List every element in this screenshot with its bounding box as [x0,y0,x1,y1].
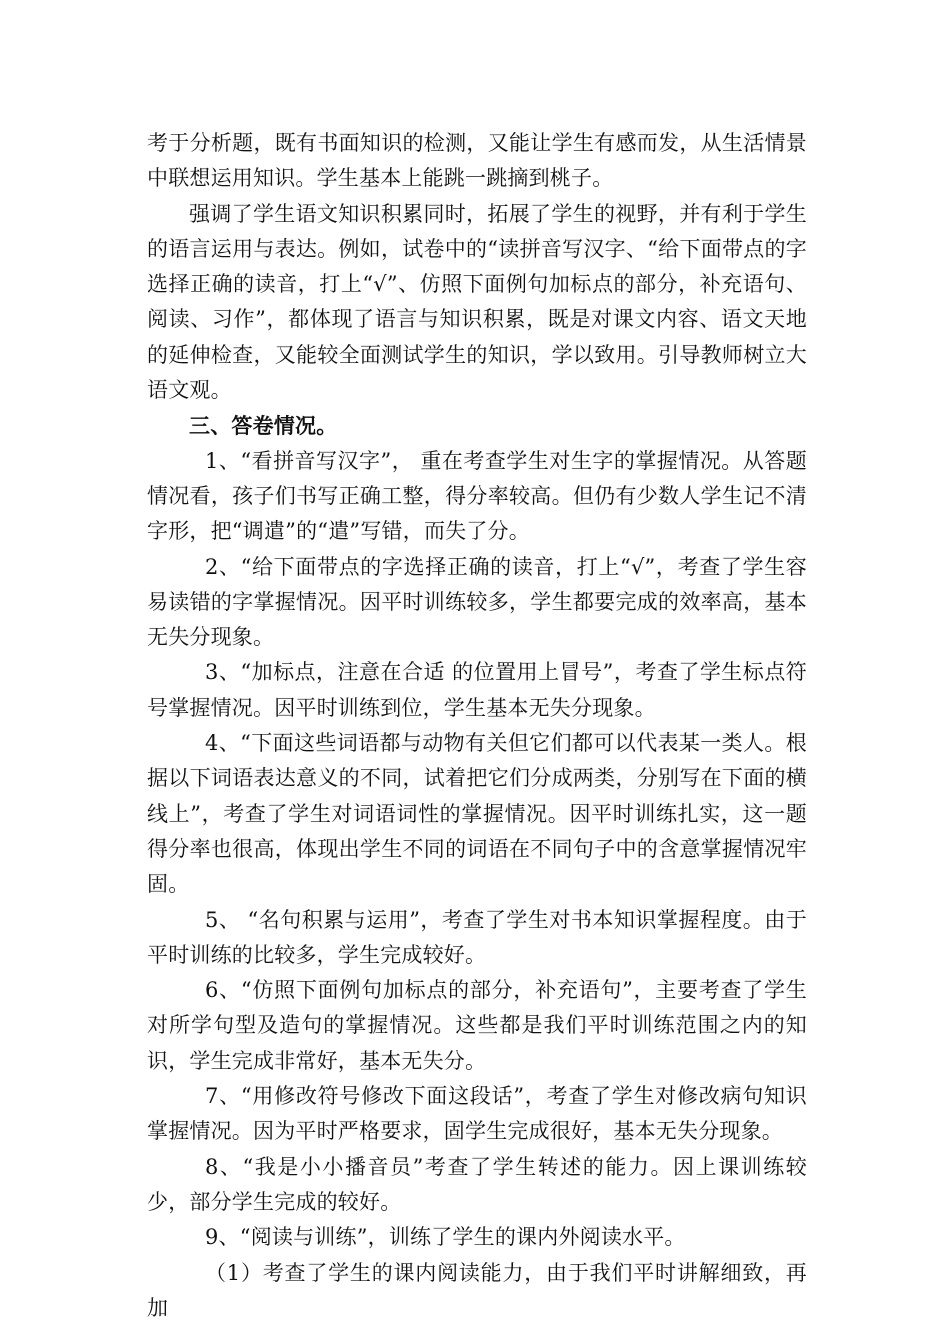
paragraph-continuation: 考于分析题，既有书面知识的检测，又能让学生有感而发，从生活情景中联想运用知识。学生基本上能跳一跳摘到桃子。 [147,131,807,191]
paragraph-item-6: 6、“仿照下面例句加标点的部分，补充语句”，主要考查了学生对所学句型及造句的掌握情况。这些都是我们平时训练范围之内的知识，学生完成非常好，基本无失分。 [147,978,807,1073]
section-heading-answer-status: 三、答卷情况。 [189,413,338,439]
paragraph-language-accumulation: 强调了学生语文知识积累同时，拓展了学生的视野，并有利于学生的语言运用与表达。例如，试卷中的“读拼音写汉字、“给下面带点的字选择正确的读音，打上“√”、仿照下面例句加标点的部分，补充语句、阅读、习作”，都体现了语言与知识积累，既是对课文内容、语文天地的延伸检查，又能较全面测试学生的知识，学以致用。引导教师树立大语文观。 [147,201,807,403]
paragraph-item-4: 4、“下面这些词语都与动物有关但它们都可以代表某一类人。根据以下词语表达意义的不同，试着把它们分成两类，分别写在下面的横线上”，考查了学生对词语词性的掌握情况。因平时训练扎实，这一题得分率也很高，体现出学生不同的词语在不同句子中的含意掌握情况牢固。 [147,731,807,897]
paragraph-item-9: 9、“阅读与训练”，训练了学生的课内外阅读水平。 [205,1225,686,1250]
paragraph-item-3: 3、“加标点，注意在合适 的位置用上冒号”，考查了学生标点符号掌握情况。因平时训练到位，学生基本无失分现象。 [147,660,807,720]
document-body [147,126,807,1326]
paragraph-item-5: 5、 “名句积累与运用”，考查了学生对书本知识掌握程度。由于平时训练的比较多，学生完成较好。 [147,907,807,967]
paragraph-item-8: 8、“我是小小播音员”考查了学生转述的能力。因上课训练较少，部分学生完成的较好。 [147,1154,807,1214]
paragraph-item-9-sub-1: （1）考查了学生的课内阅读能力，由于我们平时讲解细致，再加 [147,1260,807,1320]
paragraph-item-1: 1、“看拼音写汉字”， 重在考查学生对生字的掌握情况。从答题情况看，孩子们书写正确工整，得分率较高。但仍有少数人学生记不清字形，把“调遣”的“遣”写错，而失了分。 [147,448,807,544]
paragraph-item-2: 2、“给下面带点的字选择正确的读音，打上“√”，考查了学生容易读错的字掌握情况。因平时训练较多，学生都要完成的效率高，基本无失分现象。 [147,554,807,650]
paragraph-item-7: 7、“用修改符号修改下面这段话”，考查了学生对修改病句知识掌握情况。因为平时严格要求，固学生完成很好，基本无失分现象。 [147,1084,807,1144]
